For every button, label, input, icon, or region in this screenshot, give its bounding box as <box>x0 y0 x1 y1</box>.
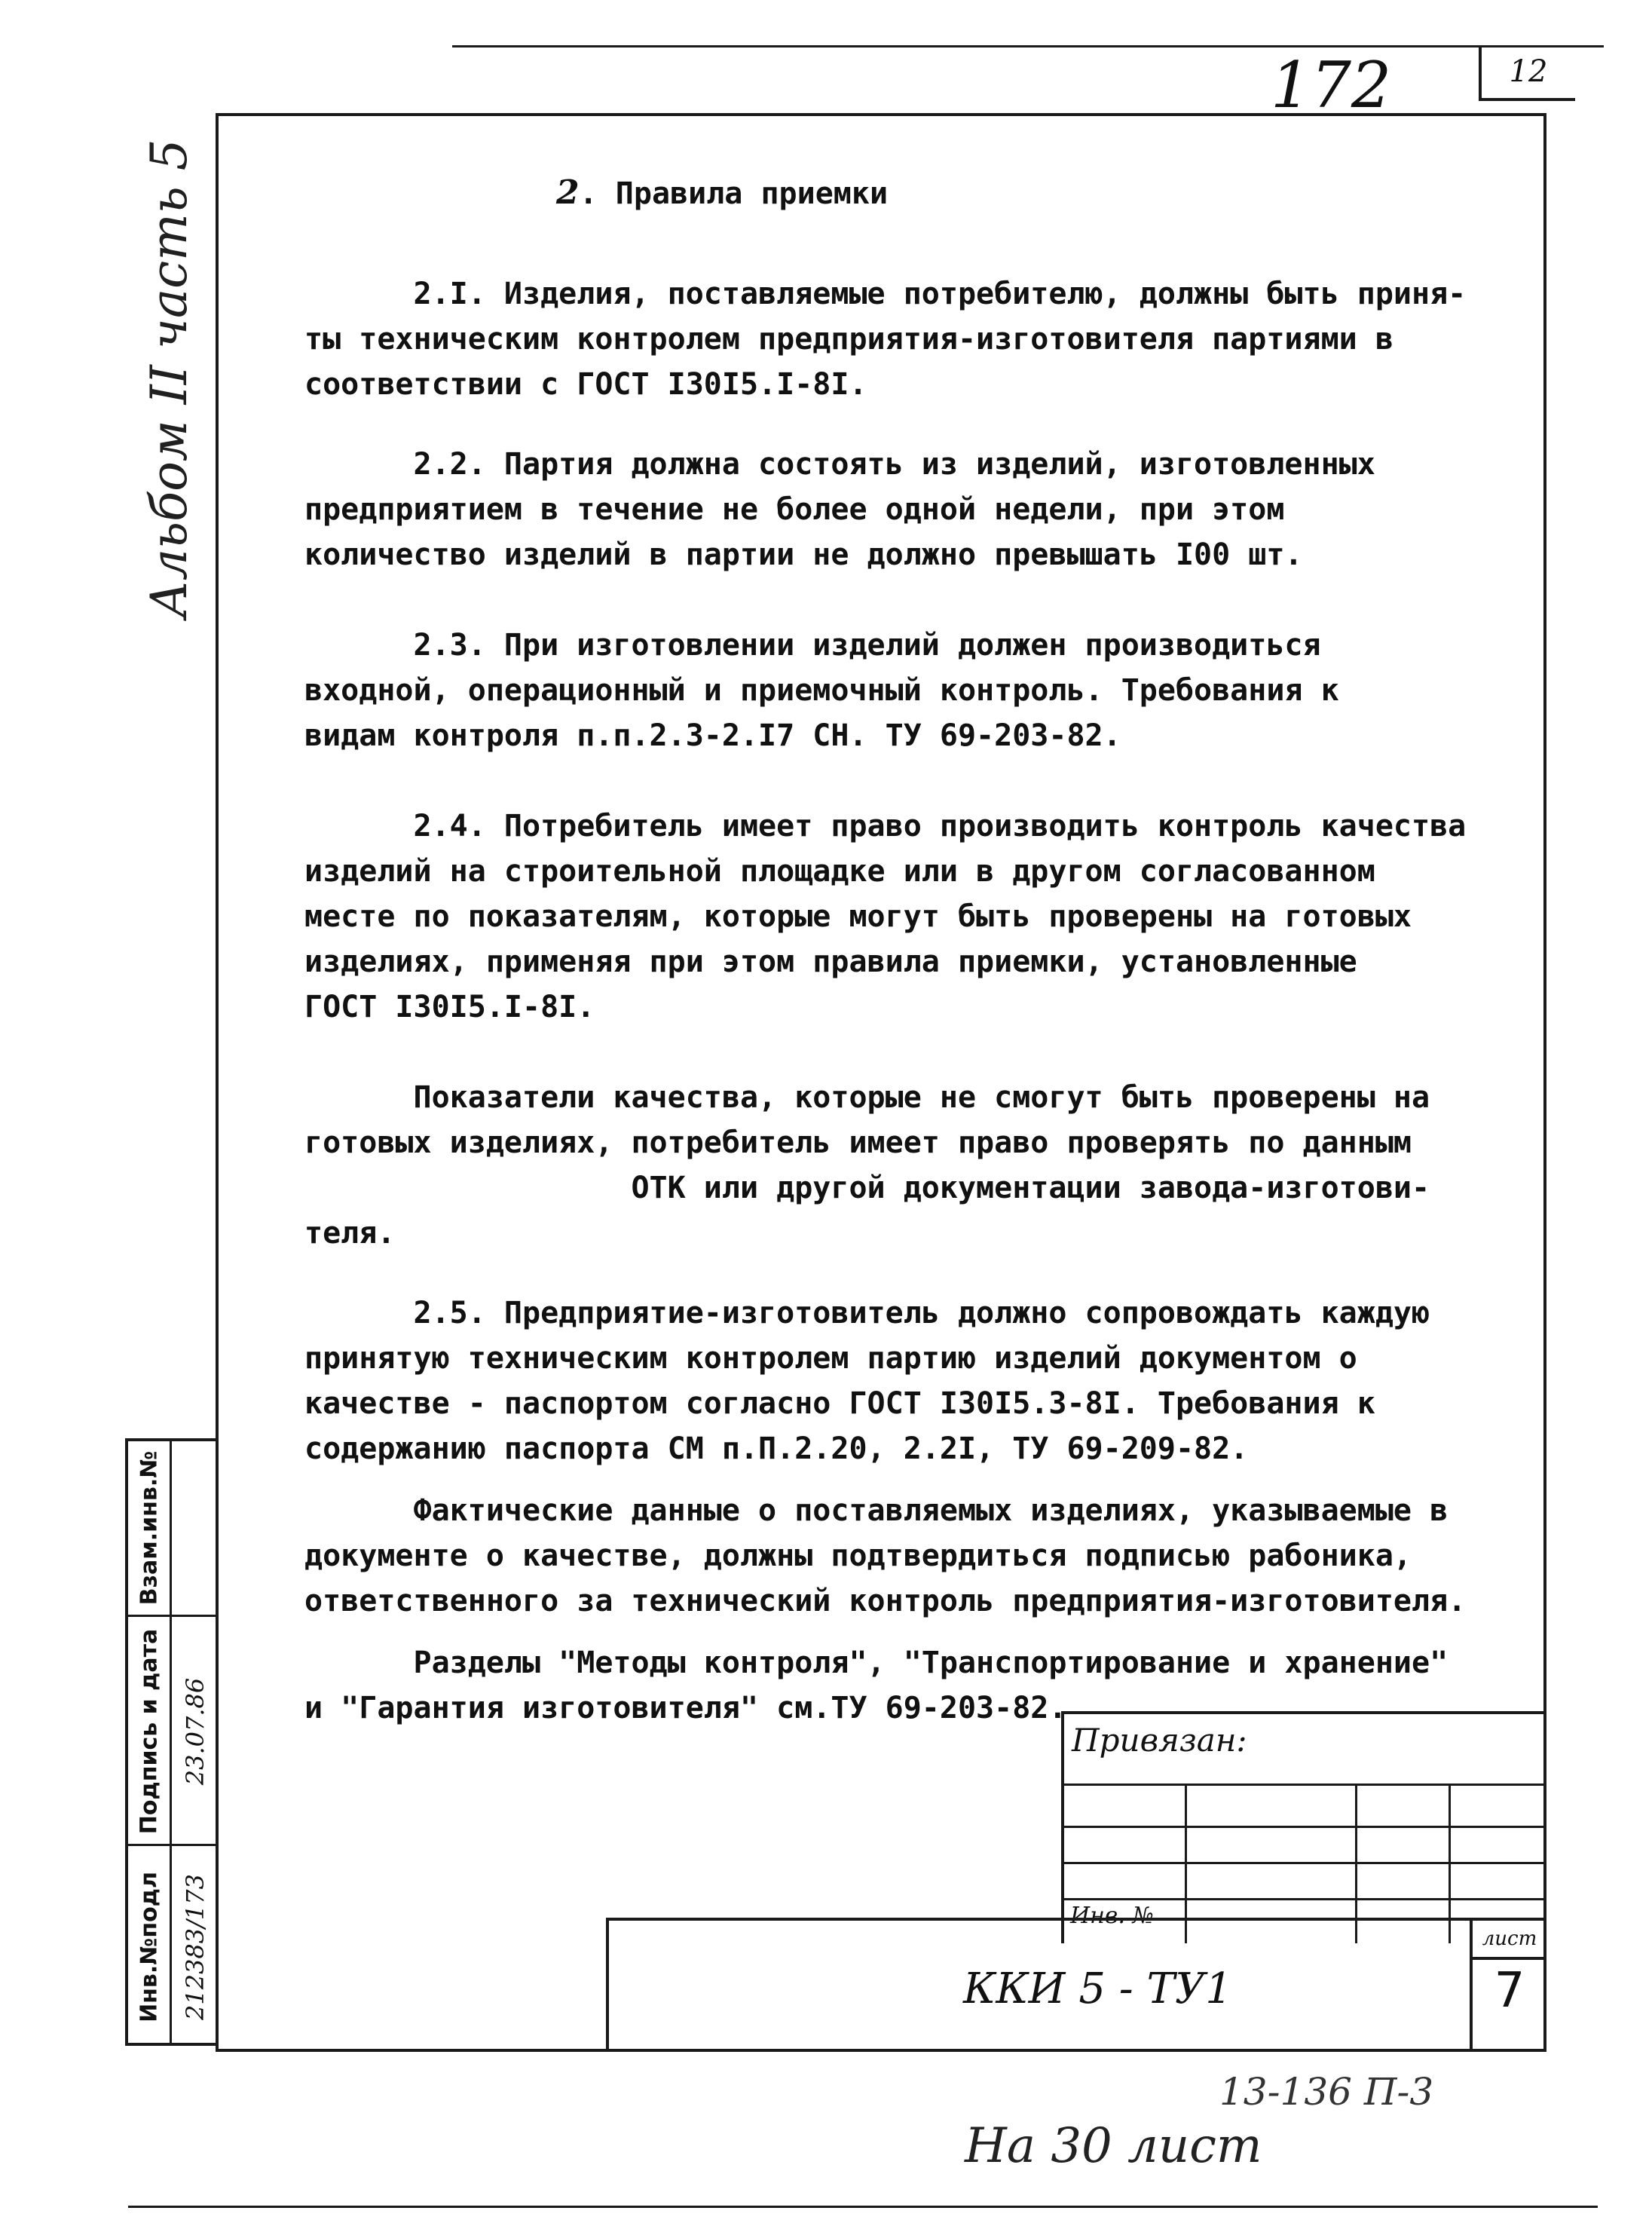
text-line: 2.2. Партия должна состоять из изделий, изготовленных <box>304 447 1375 482</box>
binding-block <box>1061 1711 1546 1943</box>
bottom-rule <box>128 2206 1598 2208</box>
text-line: ответственного за технический контроль предприятия-изготовителя. <box>304 1584 1467 1618</box>
text-line: соответствии с ГОСТ I30I5.I-8I. <box>304 367 867 402</box>
page-number: 172 <box>1271 48 1392 122</box>
section-number: 2 <box>556 173 580 212</box>
section-title: . Правила приемки <box>579 176 889 211</box>
text-line: 2.I. Изделия, поставляемые потребителю, должны быть приня- <box>304 277 1467 311</box>
text-line: 2.4. Потребитель имеет право производить контроль качества <box>304 809 1467 844</box>
original-inv-value: 212383/173 <box>181 1873 210 2021</box>
grid-line <box>1064 1784 1546 1786</box>
sheet-corner-number: 12 <box>1479 45 1575 101</box>
label-original-inv: Инв.№подл <box>136 1872 162 2022</box>
paragraph <box>304 271 1525 407</box>
side-stamp-labels <box>128 1441 172 2043</box>
paragraph <box>304 442 1525 577</box>
grid-line <box>1064 1862 1546 1864</box>
text-line: 2.3. При изготовлении изделий должен производиться <box>304 628 1321 663</box>
text-line: и "Гарантия изготовителя" см.ТУ 69-203-82. <box>304 1691 1067 1725</box>
grid-line <box>1064 1826 1546 1828</box>
top-rule <box>452 45 1604 47</box>
text-line: изделиях, применяя при этом правила приемки, установленные <box>304 945 1357 979</box>
text-line: изделий на строительной площадке или в другом согласованном <box>304 854 1375 889</box>
text-line: количество изделий в партии не должно превышать I00 шт. <box>304 537 1303 572</box>
text-line: предприятием в течение не более одной недели, при этом <box>304 492 1285 527</box>
text-line: ГОСТ I30I5.I-8I. <box>304 990 595 1024</box>
grid-line <box>1064 1898 1546 1900</box>
side-stamp <box>125 1438 216 2046</box>
text-line: готовых изделиях, потребитель имеет право проверять по данным <box>304 1125 1412 1160</box>
text-line: принятую техническим контролем партию изделий документом о <box>304 1341 1357 1376</box>
label-signature-date: Подпись и дата <box>136 1628 162 1835</box>
text-line: теля. <box>304 1216 396 1251</box>
paragraph <box>304 623 1525 758</box>
text-line: ты техническим контролем предприятия-изготовителя партиями в <box>304 322 1393 357</box>
document-code: ККИ 5 - ТУ1 <box>963 1964 1232 2013</box>
text-line: качестве - паспортом согласно ГОСТ I30I5.3-8I. Требования к <box>304 1386 1375 1421</box>
text-line: документе о качестве, должны подтвердиться подписью рабоника, <box>304 1539 1412 1573</box>
text-line: видам контроля п.п.2.3-2.I7 СН. ТУ 69-203-82. <box>304 718 1121 753</box>
bound-label: Привязан: <box>1072 1722 1247 1759</box>
text-line: месте по показателям, которые могут быть проверены на готовых <box>304 899 1412 934</box>
paragraph <box>304 1488 1525 1624</box>
sheet-number: 7 <box>1494 1963 1525 2019</box>
label-replacement-inv: Взам.инв.№ <box>136 1450 162 1606</box>
text-line: Фактические данные о поставляемых изделиях, указываемые в <box>304 1493 1449 1528</box>
text-line: Показатели качества, которые не смогут быть проверены на <box>304 1080 1430 1115</box>
text-line: содержанию паспорта СМ п.П.2.20, 2.2I, ТУ 69-209-82. <box>304 1431 1249 1466</box>
text-line: входной, операционный и приемочный контроль. Требования к <box>304 673 1339 708</box>
handwritten-note: На 30 лист <box>965 2118 1262 2174</box>
paragraph <box>304 1291 1525 1471</box>
signature-date-value: 23.07.86 <box>181 1677 210 1786</box>
sheet-box <box>1470 1921 1546 2052</box>
side-stamp-values <box>172 1441 219 2043</box>
text-line: Разделы "Методы контроля", "Транспортирование и хранение" <box>304 1646 1449 1680</box>
paragraph <box>304 804 1525 1030</box>
main-title-block <box>606 1918 1546 2052</box>
text-line: ОТК или другой документации завода-изготови- <box>304 1171 1430 1205</box>
sheet-label: лист <box>1473 1921 1546 1960</box>
paragraph <box>304 1075 1525 1256</box>
inv-label: Инв. № <box>1070 1903 1154 1929</box>
side-handwriting: Альбом II часть 5 <box>140 139 198 618</box>
section-heading <box>556 173 888 212</box>
text-line: 2.5. Предприятие-изготовитель должно сопровождать каждую <box>304 1296 1430 1330</box>
document-body <box>304 271 1525 1731</box>
series-code: 13-136 П-3 <box>1219 2070 1434 2114</box>
